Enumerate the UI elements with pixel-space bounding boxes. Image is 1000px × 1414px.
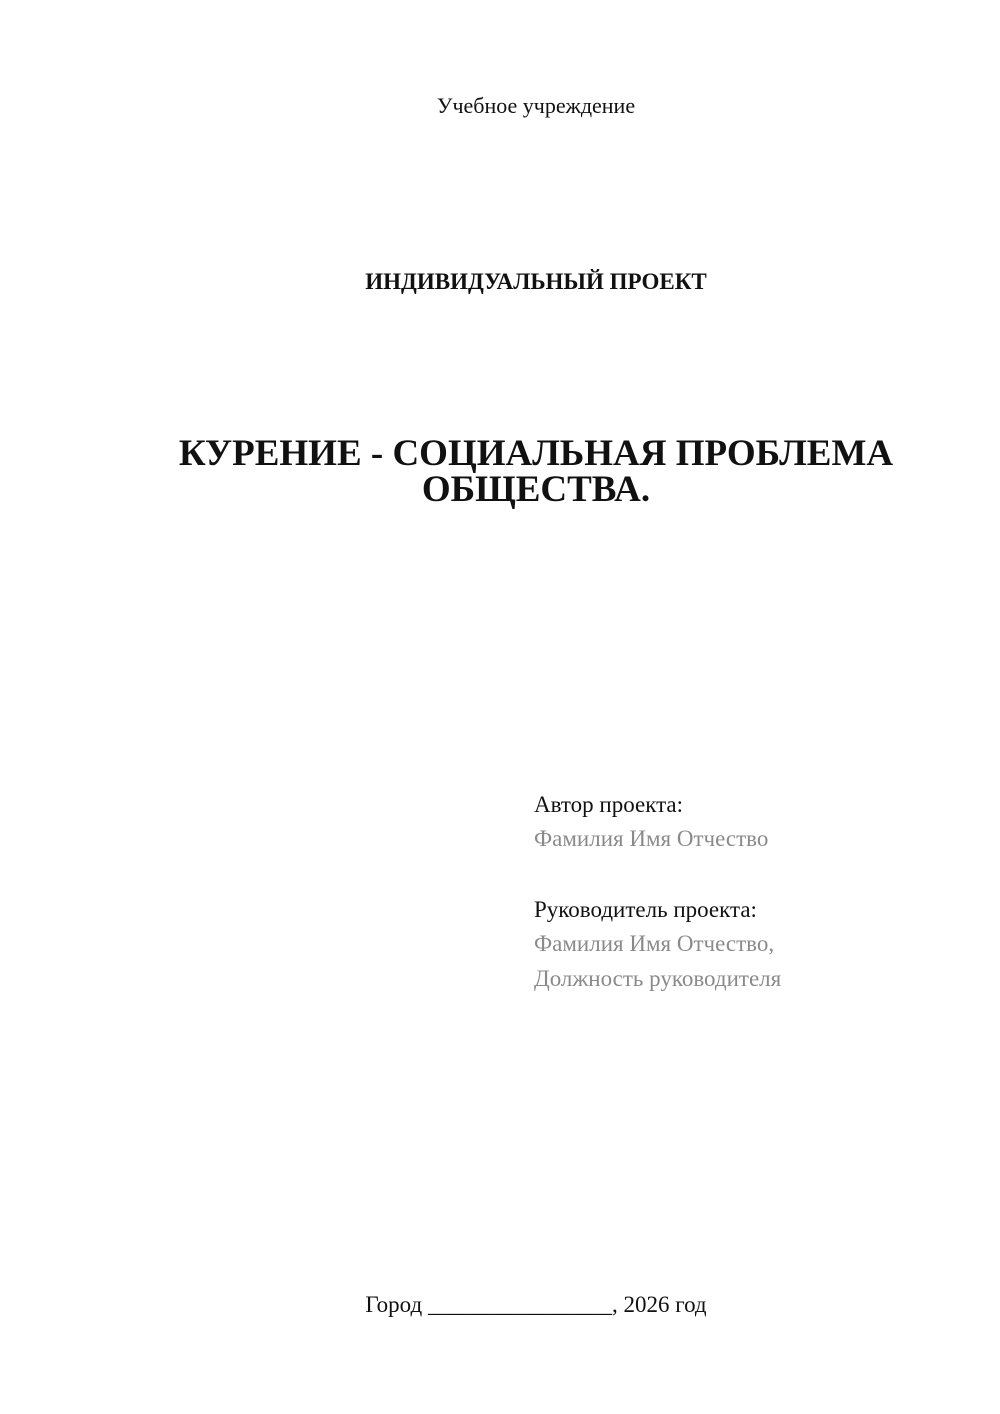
supervisor-position: Должность руководителя [534, 966, 782, 991]
project-title-line-1: КУРЕНИЕ - СОЦИАЛЬНАЯ ПРОБЛЕМА [178, 433, 894, 474]
project-title [0, 433, 1000, 510]
city-year-footer: Город ________________, 2026 год [365, 1292, 707, 1317]
supervisor-label: Руководитель проекта: [534, 897, 757, 922]
project-type-heading: ИНДИВИДУАЛЬНЫЙ ПРОЕКТ [365, 269, 707, 294]
author-name: Фамилия Имя Отчество [534, 826, 769, 851]
supervisor-name: Фамилия Имя Отчество, [534, 931, 775, 956]
author-label: Автор проекта: [534, 792, 683, 817]
institution-name: Учебное учреждение [436, 93, 636, 118]
project-title-line-2: ОБЩЕСТВА. [421, 469, 651, 510]
